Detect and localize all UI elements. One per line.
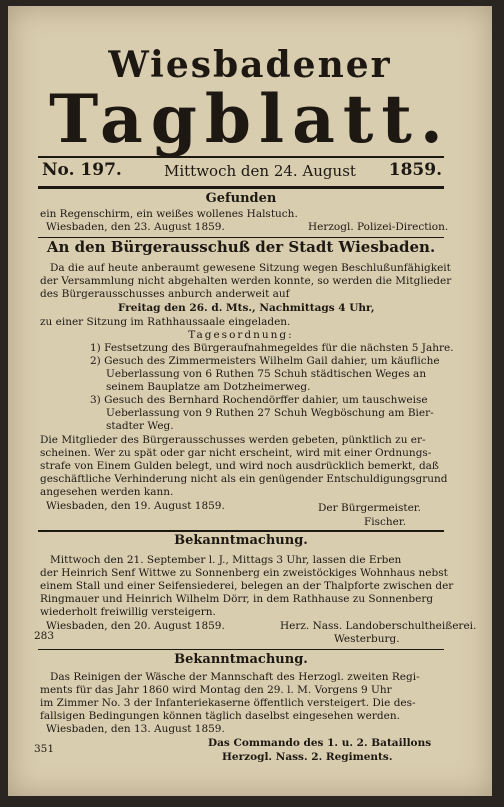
- notice2-place-date: Wiesbaden, den 13. August 1859.: [46, 723, 225, 735]
- found-item: ein Regenschirm, ein weißes wollenes Halstuch.: [40, 208, 298, 220]
- agenda-item: Ueberlassung von 6 Ruthen 75 Schuh städtischen Weges an: [106, 368, 427, 380]
- notice2-line: Das Reinigen der Wäsche der Mannschaft des Herzogl. zweiten Regi-: [50, 671, 420, 683]
- notice2-line: im Zimmer No. 3 der Infanteriekaserne öffentlich versteigert. Die des-: [40, 697, 416, 709]
- masthead-rule-bottom: [38, 186, 444, 189]
- notice1-line: wiederholt freiwillig versteigern.: [40, 606, 216, 618]
- notice2-signature-line1: Das Commando des 1. u. 2. Bataillons: [208, 737, 432, 749]
- notice1-line: Mittwoch den 21. September l. J., Mittags 3 Uhr, lassen die Erben: [50, 554, 402, 566]
- divider: [38, 649, 444, 650]
- council-heading: An den Bürgerausschuß der Stadt Wiesbaden.: [46, 238, 436, 256]
- divider: [38, 530, 444, 532]
- agenda-item: stadter Weg.: [106, 420, 174, 432]
- council-notice-line: strafe von Einem Gulden belegt, und wird noch ausdrücklich bemerkt, daß: [40, 460, 439, 472]
- notice1-place-date: Wiesbaden, den 20. August 1859.: [46, 620, 225, 632]
- council-line: der Versammlung nicht abgehalten werden konnte, so werden die Mitglieder: [40, 275, 452, 287]
- notice2-line: fallsigen Bedingungen können täglich daselbst eingesehen werden.: [40, 710, 400, 722]
- notice1-signature: Herz. Nass. Landoberschultheißerei.: [280, 620, 477, 632]
- council-notice-line: Die Mitglieder des Bürgerausschusses werden gebeten, pünktlich zu er-: [40, 434, 426, 446]
- agenda-item: seinem Bauplatze am Dotzheimerweg.: [106, 381, 311, 393]
- council-invite: zu einer Sitzung im Rathhaussaale eingeladen.: [40, 316, 291, 328]
- notice1-signature-name: Westerburg.: [334, 633, 400, 645]
- issue-year: 1859.: [388, 160, 442, 180]
- masthead-rule-top: [38, 156, 444, 158]
- masthead-small-title: Wiesbadener: [108, 44, 392, 86]
- council-line: des Bürgerausschusses anburch anderweit auf: [40, 288, 290, 300]
- agenda-item: 2) Gesuch des Zimmermeisters Wilhelm Gail dahier, um käufliche: [90, 355, 440, 367]
- issue-date: Mittwoch den 24. August: [164, 162, 356, 180]
- found-heading: Gefunden: [205, 191, 277, 206]
- found-signature: Herzogl. Polizei-Direction.: [308, 221, 449, 233]
- notice2-heading: Bekanntmachung.: [174, 652, 308, 667]
- notice1-line: Ringmauer und Heinrich Wilhelm Dörr, in dem Rathhause zu Sonnenberg: [40, 593, 434, 605]
- newspaper-page: [8, 6, 492, 796]
- notice2-number: 351: [34, 743, 55, 755]
- council-signature-title: Der Bürgermeister.: [318, 502, 421, 514]
- notice1-number: 283: [34, 630, 55, 642]
- notice2-line: ments für das Jahr 1860 wird Montag den 29. l. M. Vorgens 9 Uhr: [40, 684, 392, 696]
- agenda-item: 3) Gesuch des Bernhard Rochendörffer dahier, um tauschweise: [90, 394, 428, 406]
- council-place-date: Wiesbaden, den 19. August 1859.: [46, 500, 225, 512]
- notice1-line: der Heinrich Senf Wittwe zu Sonnenberg ein zweistöckiges Wohnhaus nebst: [40, 567, 448, 579]
- notice1-line: einem Stall und einer Seifensiederei, belegen an der Thalpforte zwischen der: [40, 580, 454, 592]
- council-notice-line: scheinen. Wer zu spät oder gar nicht erscheint, wird mit einer Ordnungs-: [40, 447, 432, 459]
- notice2-signature-line2: Herzogl. Nass. 2. Regiments.: [222, 751, 393, 763]
- issue-dateline: [42, 160, 442, 186]
- agenda-item: 1) Festsetzung des Bürgeraufnahmegeldes für die nächsten 5 Jahre.: [90, 342, 454, 354]
- issue-number: No. 197.: [42, 160, 122, 180]
- council-notice-line: angesehen werden kann.: [40, 486, 174, 498]
- council-notice-line: geschäftliche Verhinderung nicht als ein genügender Entschuldigungsgrund: [40, 473, 448, 485]
- council-line: Da die auf heute anberaumt gewesene Sitzung wegen Beschlußunfähigkeit: [50, 262, 451, 274]
- agenda-title: Tagesordnung:: [188, 329, 294, 341]
- agenda-item: Ueberlassung von 9 Ruthen 27 Schuh Wegböschung am Bier-: [106, 407, 434, 419]
- council-meeting-time: Freitag den 26. d. Mts., Nachmittags 4 Uhr,: [118, 302, 375, 314]
- notice1-heading: Bekanntmachung.: [174, 533, 308, 548]
- masthead-main-title: Tagblatt.: [49, 80, 451, 158]
- council-signature-name: Fischer.: [364, 516, 407, 528]
- found-place-date: Wiesbaden, den 23. August 1859.: [46, 221, 225, 233]
